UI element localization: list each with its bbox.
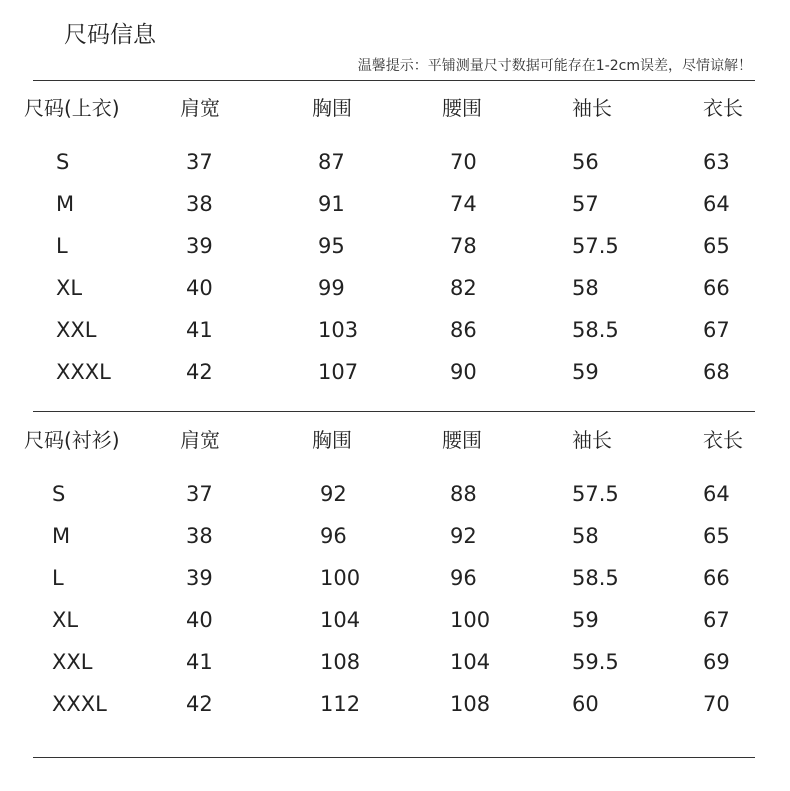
size-label-cell: XXL <box>56 318 97 342</box>
divider-bottom <box>33 757 755 758</box>
measurement-cell: 66 <box>703 566 730 590</box>
size-label-cell: XL <box>56 276 83 300</box>
measurement-cell: 112 <box>320 692 361 716</box>
measurement-cell: 104 <box>450 650 491 674</box>
table-row <box>0 356 790 388</box>
measurement-cell: 59 <box>572 360 599 384</box>
header-cell: 尺码(衬衫) <box>24 428 120 452</box>
measurement-cell: 58 <box>572 524 599 548</box>
measurement-cell: 38 <box>186 192 213 216</box>
measurement-cell: 41 <box>186 318 213 342</box>
table-row <box>0 478 790 510</box>
measurement-cell: 82 <box>450 276 477 300</box>
measurement-cell: 67 <box>703 608 730 632</box>
measurement-cell: 42 <box>186 692 213 716</box>
size-label-cell: M <box>52 524 71 548</box>
divider-middle <box>33 411 755 412</box>
measurement-cell: 90 <box>450 360 477 384</box>
divider-top <box>33 80 755 81</box>
measurement-cell: 58.5 <box>572 318 619 342</box>
size-label-cell: XXL <box>52 650 93 674</box>
table-header-row <box>0 92 790 124</box>
size-label-cell: L <box>52 566 64 590</box>
measurement-cell: 91 <box>318 192 345 216</box>
measurement-cell: 64 <box>703 192 730 216</box>
table-row <box>0 230 790 262</box>
measurement-cell: 59.5 <box>572 650 619 674</box>
measurement-cell: 40 <box>186 276 213 300</box>
measurement-cell: 66 <box>703 276 730 300</box>
table-header-row <box>0 424 790 456</box>
measurement-cell: 67 <box>703 318 730 342</box>
header-cell: 肩宽 <box>180 96 220 120</box>
measurement-cell: 56 <box>572 150 599 174</box>
measurement-cell: 41 <box>186 650 213 674</box>
measurement-cell: 58.5 <box>572 566 619 590</box>
measurement-cell: 74 <box>450 192 477 216</box>
size-label-cell: XL <box>52 608 79 632</box>
measurement-cell: 42 <box>186 360 213 384</box>
measurement-cell: 40 <box>186 608 213 632</box>
measurement-cell: 95 <box>318 234 345 258</box>
size-label-cell: M <box>56 192 75 216</box>
size-label-cell: L <box>56 234 68 258</box>
measurement-cell: 99 <box>318 276 345 300</box>
measurement-cell: 58 <box>572 276 599 300</box>
header-cell: 衣长 <box>703 428 743 452</box>
measurement-tip: 温馨提示：平铺测量尺寸数据可能存在1-2cm误差，尽情谅解！ <box>357 58 752 74</box>
size-label-cell: S <box>56 150 70 174</box>
size-label-cell: S <box>52 482 66 506</box>
measurement-cell: 78 <box>450 234 477 258</box>
measurement-cell: 96 <box>450 566 477 590</box>
header-cell: 腰围 <box>442 428 482 452</box>
measurement-cell: 108 <box>450 692 491 716</box>
measurement-cell: 108 <box>320 650 361 674</box>
header-cell: 胸围 <box>312 96 352 120</box>
table-row <box>0 272 790 304</box>
measurement-cell: 39 <box>186 234 213 258</box>
measurement-cell: 87 <box>318 150 345 174</box>
header-cell: 袖长 <box>572 96 612 120</box>
measurement-cell: 57.5 <box>572 234 619 258</box>
header-cell: 衣长 <box>703 96 743 120</box>
measurement-cell: 104 <box>320 608 361 632</box>
measurement-cell: 86 <box>450 318 477 342</box>
table-row <box>0 188 790 220</box>
table-row <box>0 146 790 178</box>
measurement-cell: 39 <box>186 566 213 590</box>
header-cell: 尺码(上衣) <box>24 96 120 120</box>
table-row <box>0 646 790 678</box>
measurement-cell: 69 <box>703 650 730 674</box>
measurement-cell: 92 <box>450 524 477 548</box>
page-title: 尺码信息 <box>64 22 156 48</box>
table-row <box>0 520 790 552</box>
size-label-cell: XXXL <box>52 692 107 716</box>
measurement-cell: 100 <box>320 566 361 590</box>
measurement-cell: 57 <box>572 192 599 216</box>
measurement-cell: 68 <box>703 360 730 384</box>
header-cell: 腰围 <box>442 96 482 120</box>
measurement-cell: 64 <box>703 482 730 506</box>
measurement-cell: 65 <box>703 234 730 258</box>
measurement-cell: 88 <box>450 482 477 506</box>
table-row <box>0 314 790 346</box>
size-label-cell: XXXL <box>56 360 111 384</box>
header-cell: 袖长 <box>572 428 612 452</box>
table-row <box>0 604 790 636</box>
measurement-cell: 103 <box>318 318 359 342</box>
measurement-cell: 63 <box>703 150 730 174</box>
measurement-cell: 70 <box>703 692 730 716</box>
measurement-cell: 37 <box>186 150 213 174</box>
table-row <box>0 688 790 720</box>
measurement-cell: 38 <box>186 524 213 548</box>
measurement-cell: 107 <box>318 360 359 384</box>
table-row <box>0 562 790 594</box>
measurement-cell: 57.5 <box>572 482 619 506</box>
measurement-cell: 92 <box>320 482 347 506</box>
header-cell: 肩宽 <box>180 428 220 452</box>
measurement-cell: 100 <box>450 608 491 632</box>
measurement-cell: 59 <box>572 608 599 632</box>
measurement-cell: 96 <box>320 524 347 548</box>
measurement-cell: 60 <box>572 692 599 716</box>
measurement-cell: 65 <box>703 524 730 548</box>
measurement-cell: 37 <box>186 482 213 506</box>
header-cell: 胸围 <box>312 428 352 452</box>
measurement-cell: 70 <box>450 150 477 174</box>
